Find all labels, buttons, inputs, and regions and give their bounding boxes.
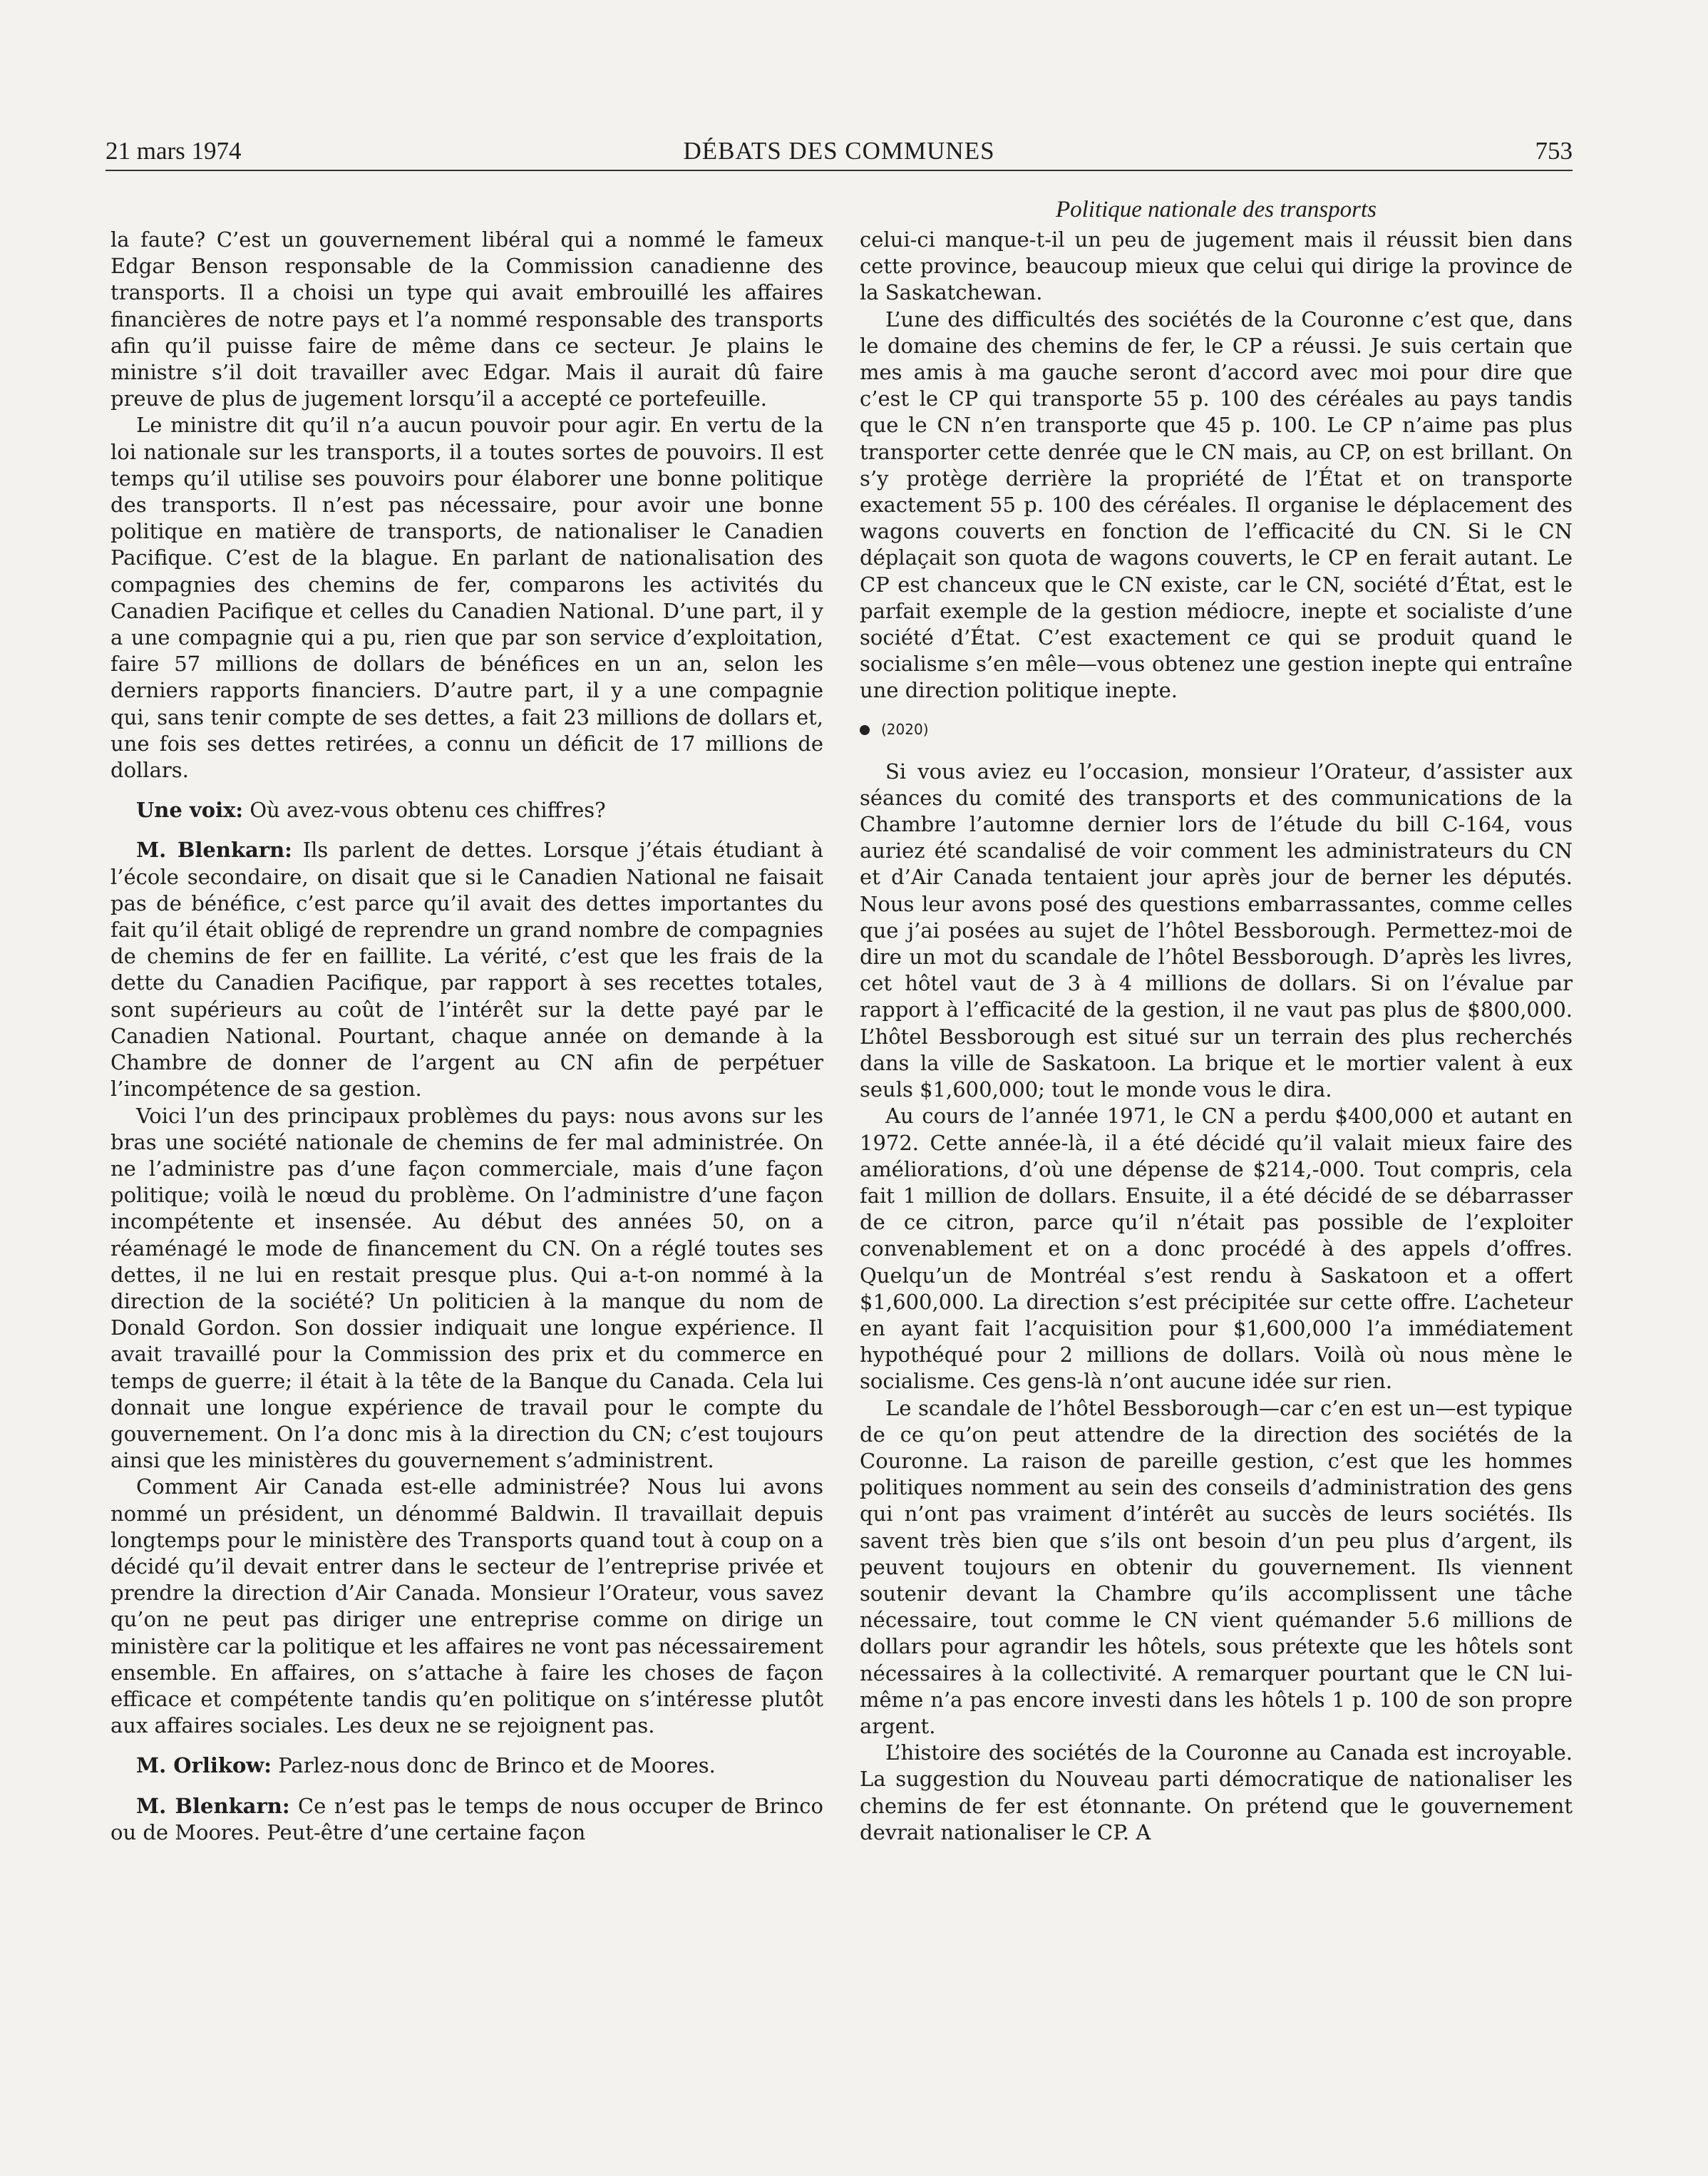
paragraph: L’histoire des sociétés de la Couronne au Canada est incroyable. La suggestion du Nouveau parti démocratique de nationaliser les chemins de fer est étonnante. On prétend que le gouvernement devrait nationaliser le CP. A — [860, 1740, 1573, 1844]
paragraph: L’une des difficultés des sociétés de la Couronne c’est que, dans le domaine des chemins de fer, le CP a réussi. Je suis certain que mes amis à ma gauche seront d’accord avec moi pour dire que c’est le CP qui transporte 55 p. 100 des céréales au pays tandis que le CN n’en transporte que 45 p. 100. Le CP n’aime pas plus transporter cette denrée que le CN mais, au CP, on est brillant. On s’y protège derrière la propriété de l’État et on transporte exactement 55 p. 100 des céréales. Il organise le déplacement des wagons couverts en fonction de l’efficacité du CN. Si le CN déplaçait son quota de wagons couverts, le CP en ferait autant. Le CP est chanceux que le CN existe, car le CN, société d’État, est le parfait exemple de la gestion médiocre, inepte et socialiste d’une société d’État. C’est exactement ce qui se produit quand le socialisme s’en mêle—vous obtenez une gestion inepte qui entraîne une direction politique inepte. — [860, 307, 1573, 703]
right-column — [860, 227, 1573, 1846]
speech-paragraph — [110, 1793, 823, 1846]
paragraph: la faute? C’est un gouvernement libéral qui a nommé le fameux Edgar Benson responsable de la Commission canadienne des transports. Il a choisi un type qui avait embrouillé les affaires financières de notre pays et l’a nommé responsable des transports afin qu’il puisse faire de même dans ce secteur. Je plains le ministre s’il doit travailler avec Edgar. Mais il aurait dû faire preuve de plus de jugement lorsqu’il a accepté ce portefeuille. — [110, 227, 823, 411]
paragraph: Comment Air Canada est-elle administrée? Nous lui avons nommé un président, un dénommé Baldwin. Il travaillait depuis longtemps pour le ministère des Transports quand tout à coup on a décidé qu’il devait entrer dans le secteur de l’entreprise privée et prendre la direction d’Air Canada. Monsieur l’Orateur, vous savez qu’on ne peut pas diriger une entreprise comme on dirige un ministère car la politique et les affaires ne vont pas nécessairement ensemble. En affaires, on s’attache à faire les choses de façon efficace et compétente tandis qu’en politique on s’intéresse plutôt aux affaires sociales. Les deux ne se rejoignent pas. — [110, 1474, 823, 1738]
running-head: Politique nationale des transports — [1055, 197, 1377, 222]
speech-text: Ils parlent de dettes. Lorsque j’étais étudiant à l’école secondaire, on disait que si le Canadien National ne faisait pas de bénéfice, c’est parce qu’il avait des dettes importantes du fait qu’il était obligé de reprendre un grand nombre de compagnies de chemins de fer en faillite. La vérité, c’est que les frais de la dette du Canadien Pacifique, par rapport à ses recettes totales, sont supérieurs au coût de l’intérêt sur la dette payé par le Canadien National. Pourtant, chaque année on demande à la Chambre de donner de l’argent au CN afin de perpétuer l’incompétence de sa gestion. — [110, 838, 823, 1102]
paragraph: celui-ci manque-t-il un peu de jugement mais il réussit bien dans cette province, beaucoup mieux que celui qui dirige la province de la Saskatchewan. — [860, 227, 1573, 305]
bullet-icon — [860, 725, 870, 735]
paragraph: Le scandale de l’hôtel Bessborough—car c’en est un—est typique de ce qu’on peut attendre de la direction des sociétés de la Couronne. La raison de pareille gestion, c’est que les hommes politiques nomment au sein des conseils d’administration des gens qui n’ont pas vraiment d’intérêt au succès de leurs sociétés. Ils savent très bien que s’ils ont besoin d’un peu plus d’argent, ils peuvent toujours en obtenir du gouvernement. Ils viennent soutenir devant la Chambre qu’ils accomplissent une tâche nécessaire, tout comme le CN vient quémander 5.6 millions de dollars pour agrandir les hôtels, sous prétexte que les hôtels sont nécessaires à la collectivité. A remarquer pourtant que le CN lui-même n’a pas encore investi dans les hôtels 1 p. 100 de son propre argent. — [860, 1395, 1573, 1738]
left-column — [110, 227, 823, 1846]
paragraph: Le ministre dit qu’il n’a aucun pouvoir pour agir. En vertu de la loi nationale sur les transports, il a toutes sortes de pouvoirs. Il est temps qu’il utilise ses pouvoirs pour élaborer une bonne politique des transports. Il n’est pas nécessaire, pour avoir une bonne politique en matière de transports, de nationaliser le Canadien Pacifique. C’est de la blague. En parlant de nationalisation des compagnies des chemins de fer, comparons les activités du Canadien Pacifique et celles du Canadien National. D’une part, il y a une compagnie qui a pu, rien que par son service d’exploitation, faire 57 millions de dollars de bénéfices en un an, selon les derniers rapports financiers. D’autre part, il y a une compagnie qui, sans tenir compte de ses dettes, a fait 23 millions de dollars et, une fois ses dettes retirées, a connu un déficit de 17 millions de dollars. — [110, 413, 823, 783]
speaker-name: M. Orlikow: — [136, 1753, 272, 1778]
page-header — [106, 137, 1573, 171]
speech-text: Où avez-vous obtenu ces chiffres? — [243, 798, 606, 823]
speech-paragraph — [110, 837, 823, 1102]
header-date: 21 mars 1974 — [106, 137, 242, 165]
speech-text: Ce n’est pas le temps de nous occuper de Brinco ou de Moores. Peut-être d’une certaine façon — [110, 1793, 823, 1844]
paragraph: Au cours de l’année 1971, le CN a perdu $400,000 et autant en 1972. Cette année-là, il a été décidé qu’il valait mieux faire des améliorations, d’où une dépense de $214,-000. Tout compris, cela fait 1 million de dollars. Ensuite, il a été décidé de se débarrasser de ce citron, parce qu’il n’était pas possible de l’exploiter convenablement et on a donc procédé à des appels d’offres. Quelqu’un de Montréal s’est rendu à Saskatoon et a offert $1,600,000. La direction s’est précipitée sur cette offre. L’acheteur en ayant fait l’acquisition pour $1,600,000 l’a immédiatement hypothéqué pour 2 millions de dollars. Voilà où nous mène le socialisme. Ces gens-là n’ont aucune idée sur rien. — [860, 1104, 1573, 1394]
speaker-name: M. Blenkarn: — [136, 1793, 290, 1818]
paragraph: Si vous aviez eu l’occasion, monsieur l’Orateur, d’assister aux séances du comité des transports et des communications de la Chambre l’automne dernier lors de l’étude du bill C-164, vous auriez été scandalisé de voir comment les administrateurs du CN et d’Air Canada tentaient jour après jour de berner les députés. Nous leur avons posé des questions embarrassantes, comme celles que j’ai posées au sujet de l’hôtel Bessborough. Permettez-moi de dire un mot du scandale de l’hôtel Bessborough. D’après les livres, cet hôtel vaut de 3 à 4 millions de dollars. Si on l’évalue par rapport à l’efficacité de la gestion, il ne vaut pas plus de $800,000. L’hôtel Bessborough est situé sur un terrain des plus recherchés dans la ville de Saskatoon. La brique et le mortier valent à eux seuls $1,600,000; tout le monde vous le dira. — [860, 759, 1573, 1102]
time-marker-text: (2020) — [881, 720, 929, 738]
speaker-name: M. Blenkarn: — [136, 838, 292, 863]
time-marker — [860, 720, 1573, 739]
page-number: 753 — [1535, 137, 1573, 165]
speech-paragraph — [110, 797, 823, 823]
speaker-name: Une voix: — [136, 798, 244, 823]
speech-paragraph — [110, 1752, 823, 1779]
paragraph: Voici l’un des principaux problèmes du pays: nous avons sur les bras une société nationale de chemins de fer mal administrée. On ne l’administre pas d’une façon commerciale, mais d’une façon politique; voilà le nœud du problème. On l’administre d’une façon incompétente et insensée. Au début des années 50, on a réaménagé le mode de financement du CN. On a réglé toutes ses dettes, il ne lui en restait presque plus. Qui a-t-on nommé à la direction de la société? Un politicien à la manque du nom de Donald Gordon. Son dossier indiquait une longue expérience. Il avait travaillé pour la Commission des prix et du commerce en temps de guerre; il était à la tête de la Banque du Canada. Cela lui donnait une longue expérience de travail pour le compte du gouvernement. On l’a donc mis à la direction du CN; c’est toujours ainsi que les ministères du gouvernement s’administrent. — [110, 1103, 823, 1473]
header-title: DÉBATS DES COMMUNES — [683, 137, 995, 165]
speech-text: Parlez-nous donc de Brinco et de Moores. — [271, 1753, 716, 1778]
